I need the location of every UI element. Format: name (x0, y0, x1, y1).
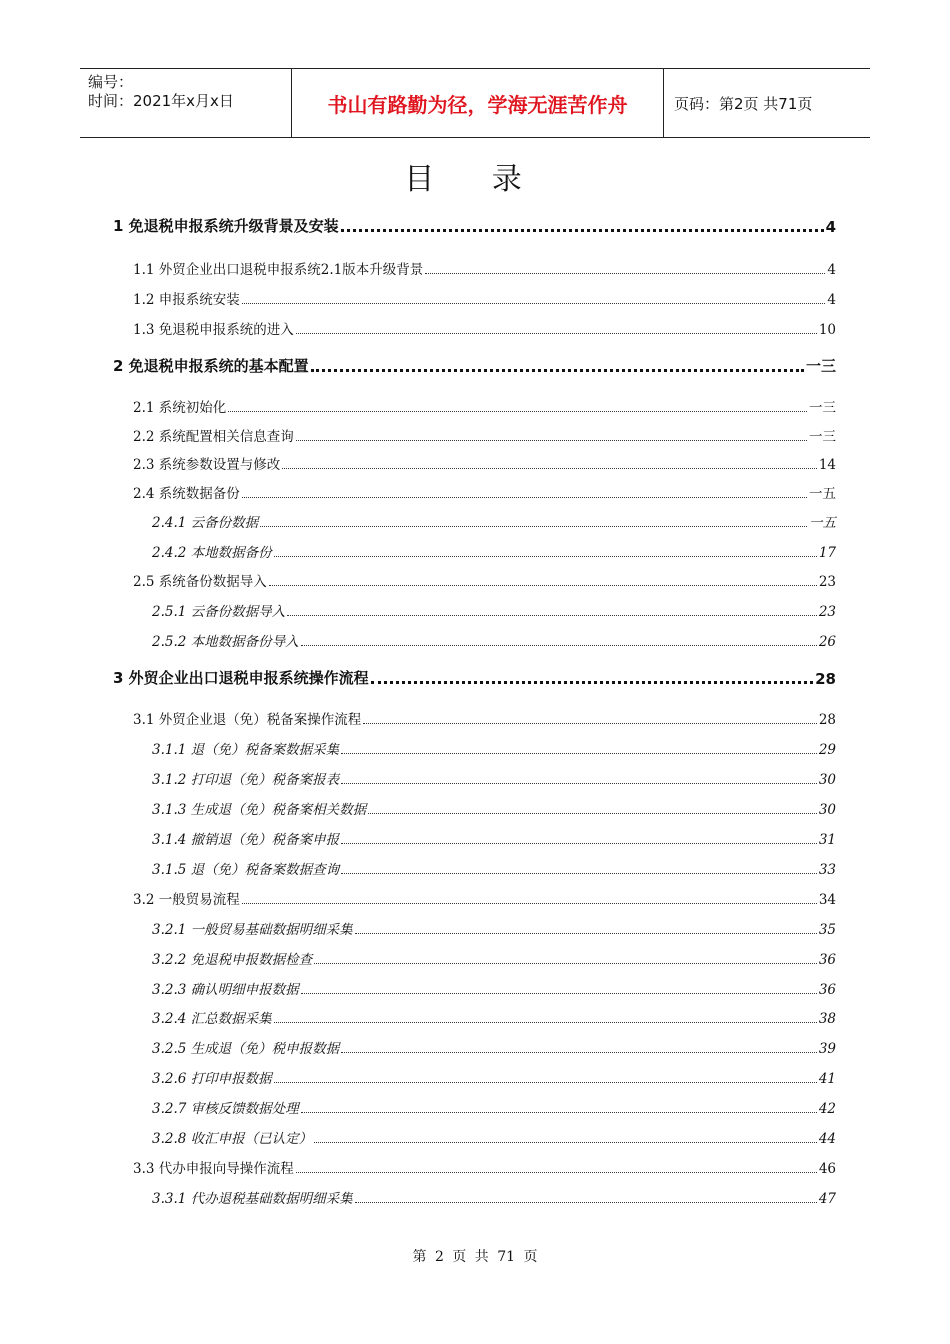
toc-entry-page: 28 (818, 712, 836, 728)
toc-entry-page: 29 (818, 742, 836, 758)
toc-entry-page: 33 (818, 862, 836, 878)
toc-entry-label: 2.4 系统数据备份 (133, 486, 240, 502)
toc-entry-label: 3 外贸企业出口退税申报系统操作流程 (113, 669, 369, 687)
toc-entry[interactable] (133, 396, 836, 416)
toc-leader-dots (341, 843, 817, 844)
header-left-cell (80, 69, 291, 137)
toc-leader-dots (301, 1112, 817, 1113)
toc-entry[interactable] (152, 541, 836, 561)
toc-entry[interactable] (133, 708, 836, 728)
toc-entry-label: 3.3 代办申报向导操作流程 (133, 1161, 294, 1177)
toc-entry-label: 3.1.3 生成退（免）税备案相关数据 (152, 802, 367, 818)
toc-entry-page: 14 (818, 457, 836, 473)
toc-entry[interactable] (152, 828, 836, 848)
toc-entry[interactable] (113, 356, 836, 376)
toc-leader-dots (314, 963, 817, 964)
toc-entry[interactable] (152, 948, 836, 968)
number-label: 编号： (88, 73, 134, 91)
toc-entry-page: 26 (818, 634, 836, 650)
page-footer: 第 2 页 共 71 页 (412, 1249, 538, 1265)
toc-entry-page: 47 (818, 1191, 836, 1207)
toc-entry-label: 1 免退税申报系统升级背景及安装 (113, 217, 339, 235)
toc-entry-page: 4 (825, 218, 836, 236)
toc-leader-dots (242, 903, 817, 904)
toc-entry[interactable] (152, 918, 836, 938)
toc-leader-dots (296, 333, 817, 334)
toc-entry[interactable] (152, 1067, 836, 1087)
toc-entry-page: 42 (818, 1101, 836, 1117)
toc-leader-dots (296, 1172, 817, 1173)
toc-entry[interactable] (113, 668, 836, 688)
toc-entry-page: 30 (818, 772, 836, 788)
toc-entry[interactable] (152, 630, 836, 650)
toc-entry-label: 3.2.3 确认明细申报数据 (152, 982, 299, 998)
toc-entry-label: 2 免退税申报系统的基本配置 (113, 357, 309, 375)
toc-entry-label: 3.1 外贸企业退（免）税备案操作流程 (133, 712, 362, 728)
toc-entry[interactable] (133, 258, 836, 278)
toc-entry[interactable] (152, 600, 836, 620)
toc-entry-page: 31 (818, 832, 836, 848)
toc-entry[interactable] (152, 1007, 836, 1027)
toc-leader-dots (341, 873, 817, 874)
page-info: 页码：第2页 共71页 (674, 94, 813, 113)
toc-entry-page: 46 (818, 1161, 836, 1177)
toc-entry-page: 一五 (809, 486, 836, 502)
toc-leader-dots (341, 1052, 817, 1053)
toc-entry[interactable] (133, 425, 836, 445)
toc-entry-page: 23 (818, 574, 836, 590)
toc-entry-page: 39 (818, 1041, 836, 1057)
toc-entry-label: 2.1 系统初始化 (133, 400, 227, 416)
toc-entry-page: 38 (818, 1011, 836, 1027)
toc-entry[interactable] (133, 453, 836, 473)
toc-entry-page: 23 (818, 604, 836, 620)
toc-leader-dots (301, 645, 817, 646)
toc-leader-dots (425, 273, 825, 274)
header-table (80, 68, 870, 138)
toc-entry-page: 30 (818, 802, 836, 818)
toc-entry-label: 1.1 外贸企业出口退税申报系统2.1版本升级背景 (133, 262, 424, 278)
toc-leader-dots (260, 526, 807, 527)
toc-entry-label: 3.1.2 打印退（免）税备案报表 (152, 772, 340, 788)
toc-leader-dots (341, 753, 817, 754)
toc-entry-label: 1.3 免退税申报系统的进入 (133, 322, 294, 338)
toc-leader-dots (282, 468, 817, 469)
toc-entry-page: 一五 (809, 515, 836, 531)
toc-entry[interactable] (152, 511, 836, 531)
toc-entry-label: 3.1.1 退（免）税备案数据采集 (152, 742, 340, 758)
toc-leader-dots (311, 369, 804, 372)
toc-entry[interactable] (133, 570, 836, 590)
toc-entry[interactable] (152, 798, 836, 818)
toc-entry[interactable] (152, 858, 836, 878)
toc-entry-page: 35 (818, 922, 836, 938)
toc-entry-page: 4 (827, 262, 836, 278)
toc-entry-label: 3.2.8 收汇申报（已认定） (152, 1131, 313, 1147)
toc-entry-label: 2.5.1 云备份数据导入 (152, 604, 286, 620)
page-title: 目 录 (404, 162, 546, 197)
toc-entry-label: 2.4.1 云备份数据 (152, 515, 259, 531)
toc-entry-page: 一三 (805, 357, 836, 375)
toc-entry[interactable] (152, 1187, 836, 1207)
toc-leader-dots (242, 497, 807, 498)
toc-leader-dots (274, 1022, 817, 1023)
toc-entry-page: 41 (818, 1071, 836, 1087)
toc-entry[interactable] (133, 1157, 836, 1177)
toc-entry-label: 2.5.2 本地数据备份导入 (152, 634, 299, 650)
toc-leader-dots (228, 411, 807, 412)
toc-leader-dots (274, 556, 817, 557)
toc-entry[interactable] (152, 1097, 836, 1117)
toc-entry-label: 3.3.1 代办退税基础数据明细采集 (152, 1191, 353, 1207)
toc-leader-dots (274, 1082, 817, 1083)
toc-entry-label: 3.2.6 打印申报数据 (152, 1071, 272, 1087)
toc-entry-page: 36 (818, 952, 836, 968)
toc-entry[interactable] (133, 288, 836, 308)
toc-entry-page: 10 (818, 322, 836, 338)
toc-entry-label: 3.2.2 免退税申报数据检查 (152, 952, 313, 968)
toc-leader-dots (363, 723, 817, 724)
toc-leader-dots (355, 933, 817, 934)
toc-entry[interactable] (133, 888, 836, 908)
toc-leader-dots (242, 303, 826, 304)
toc-entry-page: 34 (818, 892, 836, 908)
toc-entry[interactable] (152, 1037, 836, 1057)
toc-leader-dots (341, 229, 824, 232)
toc-entry-page: 28 (815, 670, 836, 688)
toc-entry-page: 一三 (809, 400, 836, 416)
motto: 书山有路勤为径，学海无涯苦作舟 (291, 69, 664, 137)
toc-entry[interactable] (152, 738, 836, 758)
toc-entry-label: 3.2.7 审核反馈数据处理 (152, 1101, 299, 1117)
toc-leader-dots (287, 615, 817, 616)
toc-entry-page: 4 (827, 292, 836, 308)
toc-entry[interactable] (133, 318, 836, 338)
toc-leader-dots (355, 1202, 817, 1203)
toc-entry-label: 2.3 系统参数设置与修改 (133, 457, 281, 473)
toc-entry-label: 3.2 一般贸易流程 (133, 892, 240, 908)
toc-leader-dots (296, 440, 807, 441)
toc-leader-dots (314, 1142, 817, 1143)
toc-entry-page: 一三 (809, 429, 836, 445)
toc-entry-label: 2.4.2 本地数据备份 (152, 545, 272, 561)
toc-leader-dots (368, 813, 817, 814)
date-line: 时间：2021年x月x日 (88, 92, 234, 110)
toc-entry-page: 44 (818, 1131, 836, 1147)
toc-entry-label: 1.2 申报系统安装 (133, 292, 240, 308)
toc-entry-page: 36 (818, 982, 836, 998)
toc-entry-label: 3.2.1 一般贸易基础数据明细采集 (152, 922, 353, 938)
toc-entry[interactable] (152, 768, 836, 788)
toc-entry[interactable] (133, 482, 836, 502)
toc-leader-dots (301, 993, 817, 994)
toc-leader-dots (371, 681, 813, 684)
toc-entry-label: 3.1.5 退（免）税备案数据查询 (152, 862, 340, 878)
toc-leader-dots (269, 585, 817, 586)
toc-entry[interactable] (152, 978, 836, 998)
toc-entry-page: 17 (818, 545, 836, 561)
toc-entry[interactable] (152, 1127, 836, 1147)
toc-entry[interactable] (113, 216, 836, 236)
toc-entry-label: 2.2 系统配置相关信息查询 (133, 429, 294, 445)
toc-entry-label: 3.2.5 生成退（免）税申报数据 (152, 1041, 340, 1057)
toc-entry-label: 3.2.4 汇总数据采集 (152, 1011, 272, 1027)
toc-entry-label: 2.5 系统备份数据导入 (133, 574, 267, 590)
toc-entry-label: 3.1.4 撤销退（免）税备案申报 (152, 832, 340, 848)
toc-leader-dots (341, 783, 817, 784)
